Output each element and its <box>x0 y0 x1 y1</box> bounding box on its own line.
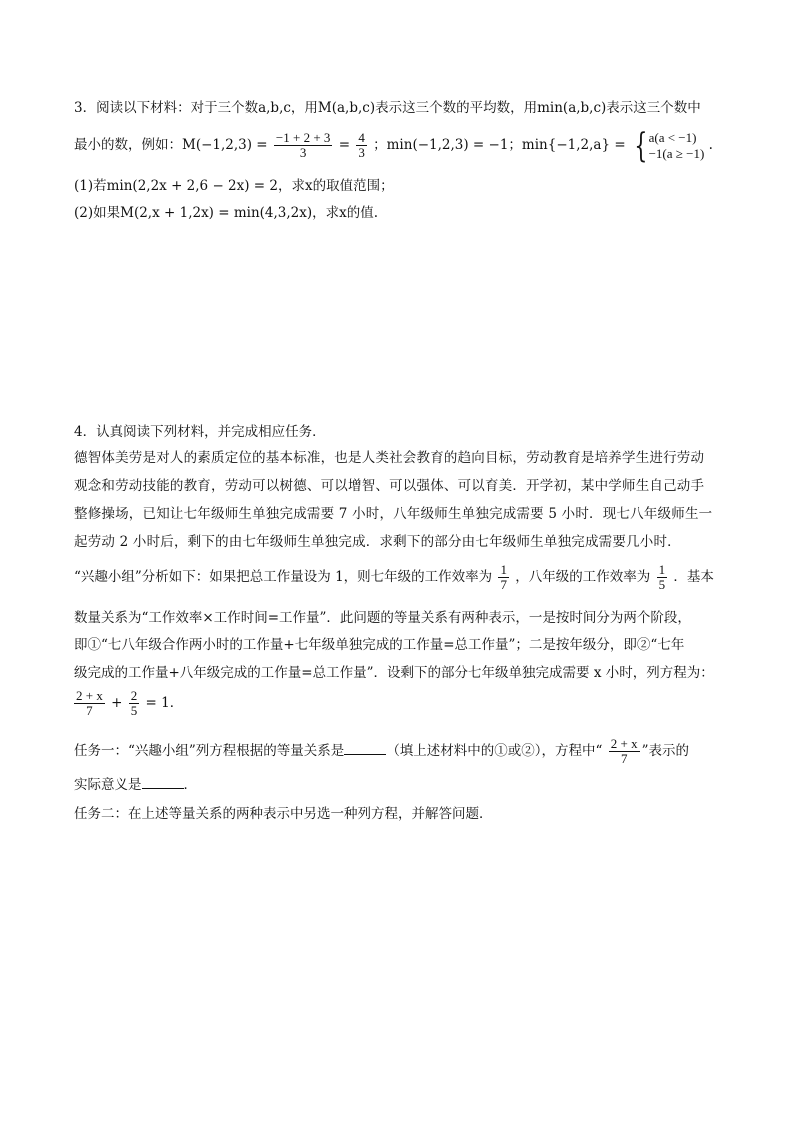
q3-cases <box>649 130 705 162</box>
q4-task-1-end: ”表示的 <box>641 743 690 759</box>
q4-task-1-mid: （填上述材料中的①或②），方程中“ <box>386 743 603 759</box>
q4-task-1-fraction <box>609 737 640 766</box>
q4-task-1-line-2-end: ． <box>183 777 197 793</box>
q4-analysis-line-4: 级完成的工作量+八年级完成的工作量=总工作量”．设剩下的部分七年级单独完成需要 x 小时，列方程为： <box>74 665 714 681</box>
q4-task-1-line-2-prefix: 实际意义是 <box>74 777 142 793</box>
q4-analysis-mid: ，八年级的工作效率为 <box>515 569 651 585</box>
q3-fraction-result-denominator: 3 <box>358 145 365 160</box>
q4-task-1-fraction-denominator: 7 <box>620 751 628 766</box>
q4-efficiency-grade7 <box>498 563 509 592</box>
q4-paragraph-line-1: 德智体美劳是对人的素质定位的基本标准，也是人类社会教育的趋向目标，劳动教育是培养学生进行劳动 <box>74 450 705 466</box>
q4-task-1-prefix: 任务一：“兴趣小组”列方程根据的等量关系是 <box>74 743 345 759</box>
q3-fraction-average-numerator: −1 + 2 + 3 <box>275 130 331 145</box>
q4-analysis-line-1 <box>74 560 714 594</box>
q4-analysis-line-2: 数量关系为“工作效率×工作时间=工作量”．此问题的等量关系有两种表示，一是按时间分为两个阶段， <box>74 610 691 626</box>
q3-part-2: (2)如果M(2,x + 1,2x) = min(4,3,2x)，求x的值. <box>74 205 379 221</box>
q3-line-2-mid: ；min(−1,2,3) = −1；min{−1,2,a} = <box>373 137 626 153</box>
q3-case-2: −1(a ≥ −1) <box>648 145 705 161</box>
q4-task-1-fraction-numerator: 2 + x <box>610 736 638 751</box>
q3-case-1: a(a < −1) <box>648 129 697 145</box>
q4-efficiency-grade8-denominator: 5 <box>658 577 666 592</box>
q3-part-1: (1)若min(2,2x + 2,6 − 2x) = 2，求x的取值范围； <box>74 178 394 194</box>
q4-paragraph-line-4: 起劳动 2 小时后，剩下的由七年级师生单独完成．求剩下的部分由七年级师生单独完成需要几小时． <box>74 534 681 550</box>
q3-cases-brace: { <box>634 125 648 166</box>
q4-efficiency-grade8 <box>657 563 668 592</box>
q4-equation-fraction-1-denominator: 7 <box>86 703 93 718</box>
q4-efficiency-grade7-denominator: 7 <box>500 577 507 592</box>
q4-analysis-prefix: “兴趣小组”分析如下：如果把总工作量设为 1，则七年级的工作效率为 <box>74 569 493 585</box>
q4-efficiency-grade7-numerator: 1 <box>500 562 507 577</box>
q4-title: 4．认真阅读下列材料，并完成相应任务． <box>74 424 326 440</box>
q3-line-2-end: . <box>708 137 713 153</box>
q3-line-2 <box>74 125 713 166</box>
q4-equation <box>74 686 183 720</box>
q4-equation-rhs: = 1． <box>145 695 184 711</box>
q4-equation-plus: + <box>111 695 123 711</box>
q4-task-1-blank-2[interactable] <box>142 776 184 789</box>
q3-fraction-average-denominator: 3 <box>299 145 307 160</box>
q4-efficiency-grade8-numerator: 1 <box>658 562 666 577</box>
q4-paragraph-line-2: 观念和劳动技能的教育，劳动可以树德、可以增智、可以强体、可以育美．开学初，某中学师生自己动手 <box>74 478 705 494</box>
q3-fraction-average <box>274 131 333 160</box>
q4-equation-fraction-1-numerator: 2 + x <box>76 688 103 703</box>
q4-task-2: 任务二：在上述等量关系的两种表示中另选一种列方程，并解答问题． <box>74 806 493 822</box>
q4-equation-fraction-1 <box>74 689 105 718</box>
q4-equation-fraction-2-denominator: 5 <box>130 703 138 718</box>
q4-task-1-blank-1[interactable] <box>344 742 386 755</box>
q3-fraction-result <box>356 131 367 160</box>
q3-line-1: 3．阅读以下材料：对于三个数a,b,c，用M(a,b,c)表示这三个数的平均数，用min(a,b,c)表示这三个数中 <box>74 100 701 116</box>
q3-fraction-result-numerator: 4 <box>358 130 365 145</box>
q3-line-2-prefix: 最小的数，例如：M(−1,2,3) = <box>74 137 268 153</box>
q4-task-1-line-1 <box>74 734 689 768</box>
q4-equation-fraction-2-numerator: 2 <box>130 688 138 703</box>
q4-task-1-line-2 <box>74 776 197 794</box>
q3-equals-sign: = <box>338 137 351 153</box>
q4-analysis-line-3: 即①“七八年级合作两小时的工作量+七年级单独完成的工作量=总工作量”；二是按年级分，即②“七年 <box>74 637 685 653</box>
q4-equation-fraction-2 <box>129 689 140 718</box>
q4-analysis-end: ．基本 <box>673 569 714 585</box>
q4-paragraph-line-3: 整修操场，已知让七年级师生单独完成需要 7 小时，八年级师生单独完成需要 5 小时．现七八年级师生一 <box>74 506 713 522</box>
